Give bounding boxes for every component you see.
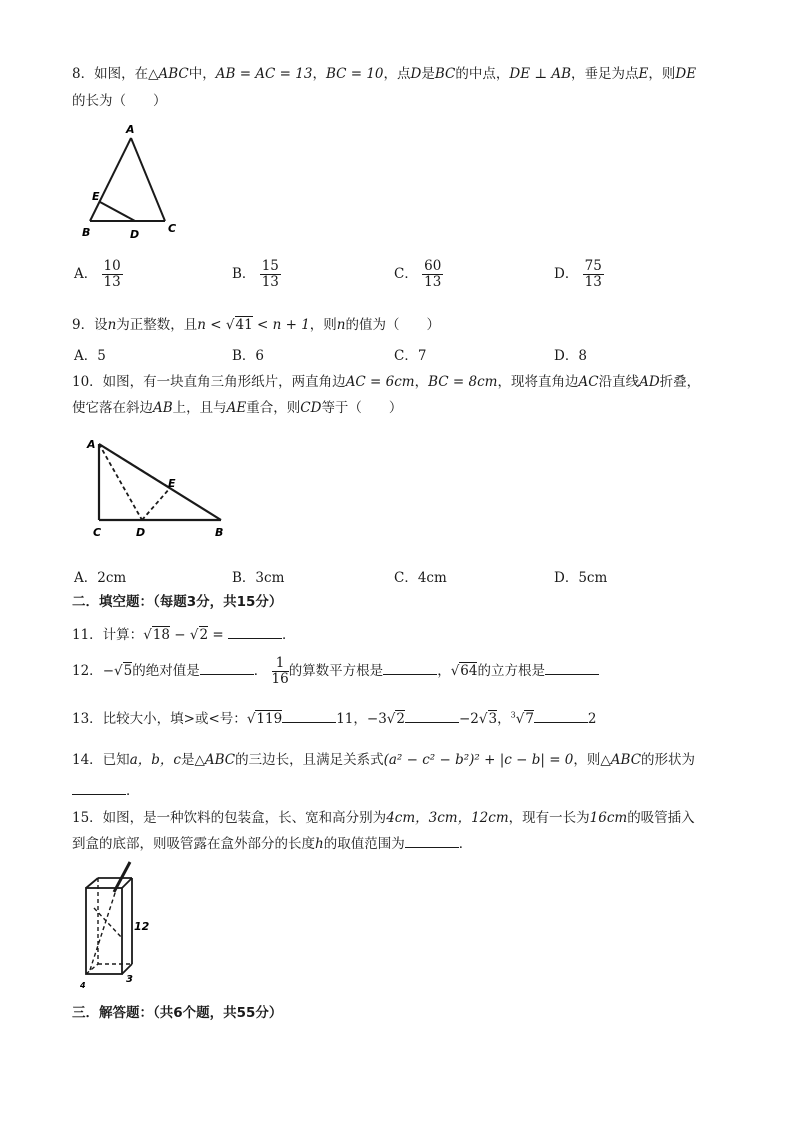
q14-answer-blank[interactable]: ． xyxy=(72,779,140,799)
q12: 12．−√5的绝对值是 ． $\frac{1}{16}$ 的算数平方根是 ，√64的立方根是 xyxy=(72,656,599,687)
q13: 13．比较大小，填>或<号：√119 11，−3√2 −2√3，$^3$√7 2 xyxy=(72,710,597,727)
q8-option-b[interactable]: B． $\frac{15}{13}$ xyxy=(232,258,279,290)
q8-option-d[interactable]: D． $\frac{75}{13}$ xyxy=(554,258,602,290)
q8-option-c[interactable]: C． $\frac{60}{13}$ xyxy=(394,258,442,290)
q11-answer-blank[interactable] xyxy=(228,626,282,639)
svg-text:12: 12 xyxy=(134,920,150,933)
q8-option-a[interactable]: A． $\frac{10}{13}$ xyxy=(74,258,121,290)
q13-blank-1[interactable] xyxy=(282,710,336,723)
section3-heading: 三．解答题：（共6个题，共55分） xyxy=(72,1005,283,1021)
svg-text:A: A xyxy=(87,438,96,451)
q10-line1: 10．如图，有一块直角三角形纸片，两直角边AC = 6cm，BC = 8cm，现将直角边AC沿直线AD折叠， xyxy=(72,374,701,390)
q8-line1: 8．如图，在△ABC中，AB = AC = 13，BC = 10，点D是BC的中点，DE ⊥ AB，垂足为点E，则DE xyxy=(72,66,697,82)
q14-line1: 14．已知a，b，c是△ABC的三边长，且满足关系式(a² − c² − b²)² + |c − b| = 0，则△ABC的形状为 xyxy=(72,752,696,768)
q12-blank-1[interactable] xyxy=(200,662,254,675)
svg-text:C: C xyxy=(168,222,177,235)
q9-option-d[interactable]: D．8 xyxy=(554,348,587,364)
q12-blank-2[interactable] xyxy=(383,662,437,675)
q10-option-c[interactable]: C．4cm xyxy=(394,570,447,586)
svg-text:A: A xyxy=(126,123,135,136)
q9-option-c[interactable]: C．7 xyxy=(394,348,427,364)
q15-line1: 15．如图，是一种饮料的包装盒，长、宽和高分别为4cm，3cm，12cm，现有一长为16cm的吸管插入 xyxy=(72,810,695,826)
q10-line2: 使它落在斜边AB上，且与AE重合，则CD等于（ ） xyxy=(72,400,403,416)
q9-option-b[interactable]: B．6 xyxy=(232,348,265,364)
q8-triangle-figure xyxy=(78,118,188,243)
svg-text:B: B xyxy=(82,226,91,239)
svg-text:E: E xyxy=(168,477,176,490)
q9-option-a[interactable]: A．5 xyxy=(74,348,106,364)
svg-text:E: E xyxy=(92,190,100,203)
q15-answer-blank[interactable] xyxy=(405,835,459,848)
q10-option-d[interactable]: D．5cm xyxy=(554,570,608,586)
svg-text:D: D xyxy=(130,228,140,241)
svg-text:4: 4 xyxy=(80,981,86,990)
q10-option-a[interactable]: A．2cm xyxy=(74,570,127,586)
q13-blank-2[interactable] xyxy=(405,710,459,723)
svg-text:D: D xyxy=(136,526,146,539)
q10-triangle-figure xyxy=(84,432,234,542)
q11: 11．计算：√18 − √2 = ． xyxy=(72,627,296,643)
svg-text:3: 3 xyxy=(126,974,133,985)
q10-option-b[interactable]: B．3cm xyxy=(232,570,285,586)
q9-stem: 9．设n为正整数，且n < √41 < n + 1，则n的值为（ ） xyxy=(72,317,440,333)
q8-line2: 的长为（ ） xyxy=(72,93,167,109)
q15-box-straw-figure xyxy=(76,858,156,990)
q15-line2: 到盒的底部，则吸管露在盒外部分的长度h的取值范围为 ． xyxy=(72,836,473,852)
svg-text:C: C xyxy=(93,526,102,539)
q12-blank-3[interactable] xyxy=(545,662,599,675)
q13-blank-3[interactable] xyxy=(534,710,588,723)
section2-heading: 二．填空题：（每题3分，共15分） xyxy=(72,594,283,610)
svg-text:B: B xyxy=(215,526,224,539)
